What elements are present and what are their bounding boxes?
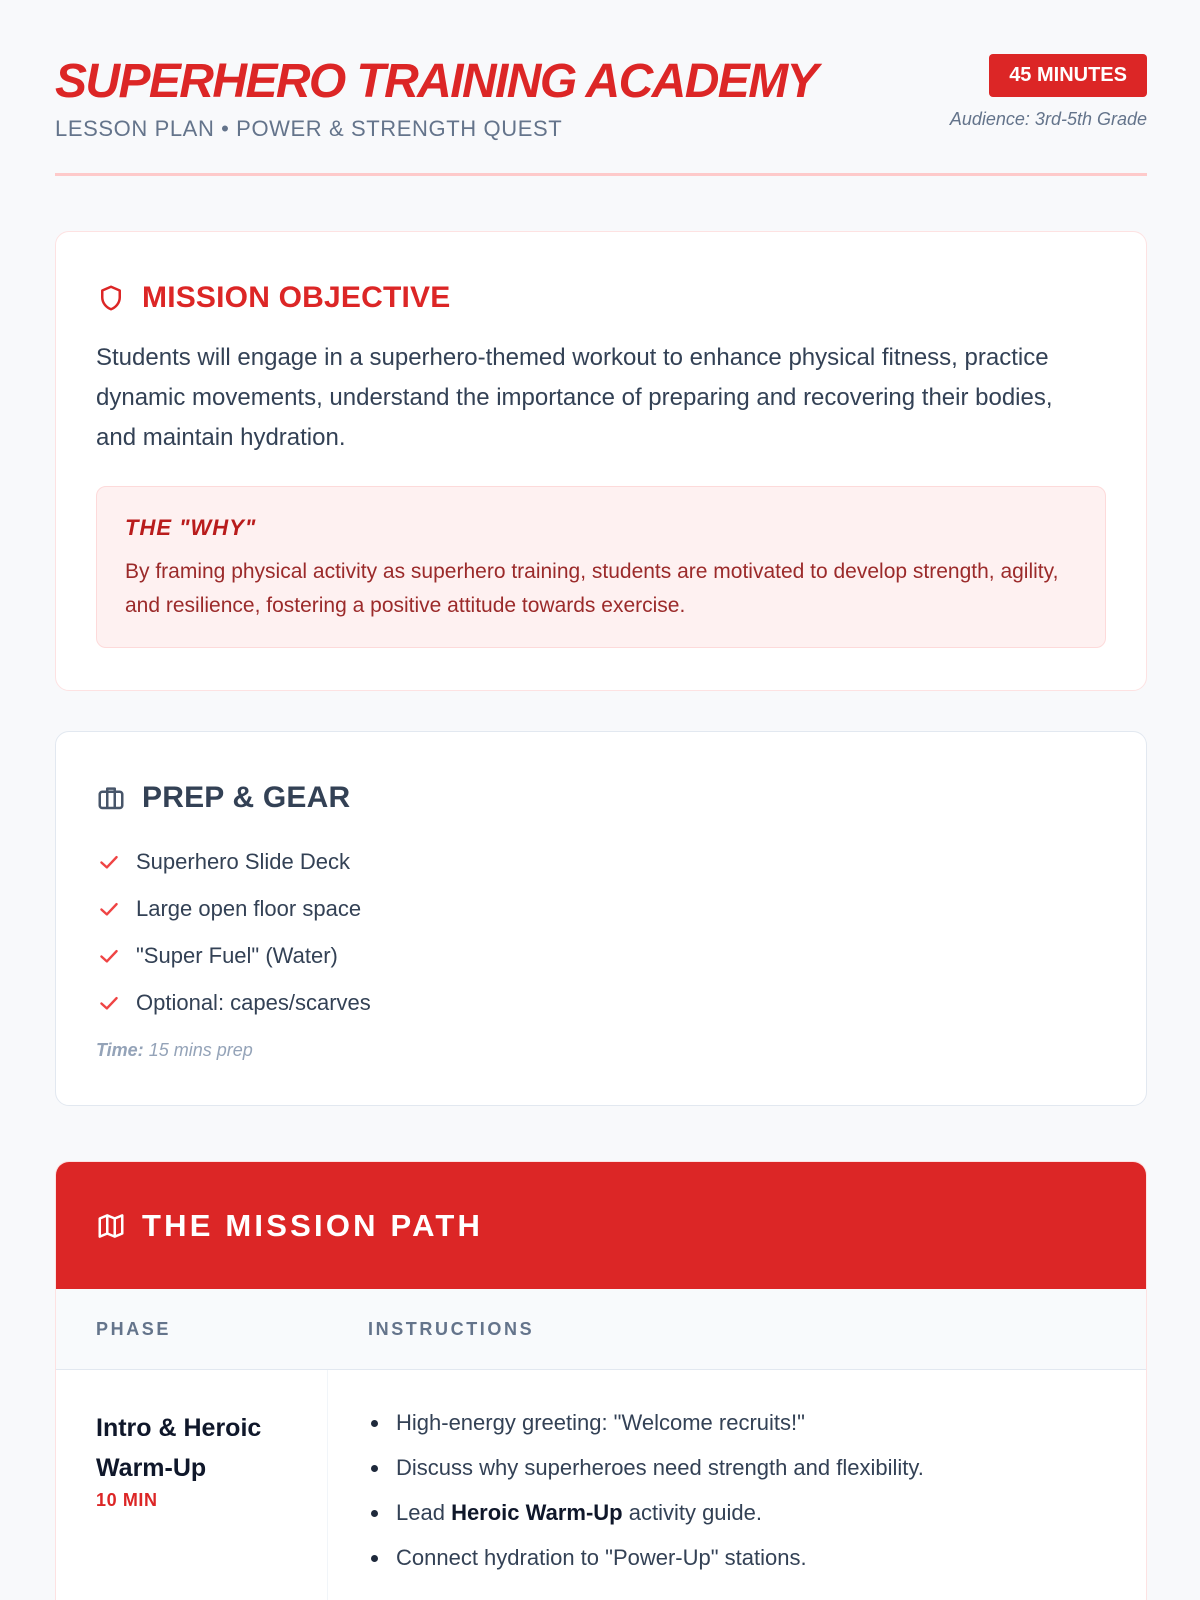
briefcase-icon xyxy=(96,783,126,813)
list-item xyxy=(96,885,371,932)
audience-label: Audience: 3rd-5th Grade xyxy=(949,109,1147,129)
list-item xyxy=(96,838,371,885)
page-title: SUPERHERO TRAINING ACADEMY xyxy=(55,55,818,108)
instruction-item: High-energy greeting: "Welcome recruits!" xyxy=(368,1408,1108,1453)
instruction-text: activity guide. xyxy=(622,1500,763,1525)
check-icon xyxy=(96,943,122,969)
column-header-instructions: INSTRUCTIONS xyxy=(368,1319,535,1339)
page-subtitle: LESSON PLAN • POWER & STRENGTH QUEST xyxy=(55,116,563,141)
mission-objective-heading xyxy=(96,278,450,318)
gear-item-label: Superhero Slide Deck xyxy=(136,848,351,874)
check-icon xyxy=(96,990,122,1016)
phase-cell xyxy=(56,1370,328,1600)
mission-objective-title: MISSION OBJECTIVE xyxy=(142,281,451,314)
why-callout xyxy=(96,486,1106,648)
prep-time-label: Time: xyxy=(96,1040,144,1060)
gear-item-label: Large open floor space xyxy=(136,895,362,921)
gear-item-label: "Super Fuel" (Water) xyxy=(136,942,338,968)
mission-objective-card xyxy=(55,231,1147,691)
phase-duration: 10 MIN xyxy=(96,1490,158,1510)
mission-path-header xyxy=(56,1162,1146,1289)
why-text: By framing physical activity as superhero training, students are motivated to develop strength, agility, and resilience, fostering a positive attitude towards exercise. xyxy=(125,560,1059,617)
objective-text: Students will engage in a superhero-themed workout to enhance physical fitness, practice dynamic movements, understand the importance of preparing and recovering their bodies, and maintain hydration. xyxy=(96,344,1053,451)
prep-time xyxy=(96,1040,253,1061)
instruction-text: Lead xyxy=(396,1500,452,1525)
table-header xyxy=(56,1289,1146,1370)
instruction-item: Discuss why superheroes need strength and flexibility. xyxy=(368,1453,1108,1498)
mission-path-title: THE MISSION PATH xyxy=(142,1207,484,1243)
instruction-item xyxy=(368,1498,1108,1543)
list-item xyxy=(96,932,371,979)
phase-name: Intro & Heroic Warm-Up xyxy=(96,1414,262,1482)
prep-time-value: 15 mins prep xyxy=(148,1040,253,1060)
prep-gear-card xyxy=(55,731,1147,1106)
mission-path-card xyxy=(55,1161,1147,1600)
table-row xyxy=(56,1370,1146,1600)
column-header-phase: PHASE xyxy=(96,1319,172,1339)
instruction-item: Connect hydration to "Power-Up" stations. xyxy=(368,1543,1108,1588)
prep-gear-title: PREP & GEAR xyxy=(142,781,351,814)
shield-icon xyxy=(96,283,126,313)
gear-list xyxy=(96,838,371,1026)
check-icon xyxy=(96,896,122,922)
why-title: THE "WHY" xyxy=(125,515,257,540)
instruction-emphasis: Heroic Warm-Up xyxy=(451,1500,623,1525)
map-icon xyxy=(96,1211,126,1241)
gear-item-label: Optional: capes/scarves xyxy=(136,989,371,1015)
duration-badge: 45 MINUTES xyxy=(989,54,1147,97)
list-item xyxy=(96,979,371,1026)
page-header xyxy=(55,50,1147,176)
check-icon xyxy=(96,849,122,875)
instructions-list xyxy=(368,1408,1108,1588)
prep-gear-heading xyxy=(96,778,350,818)
